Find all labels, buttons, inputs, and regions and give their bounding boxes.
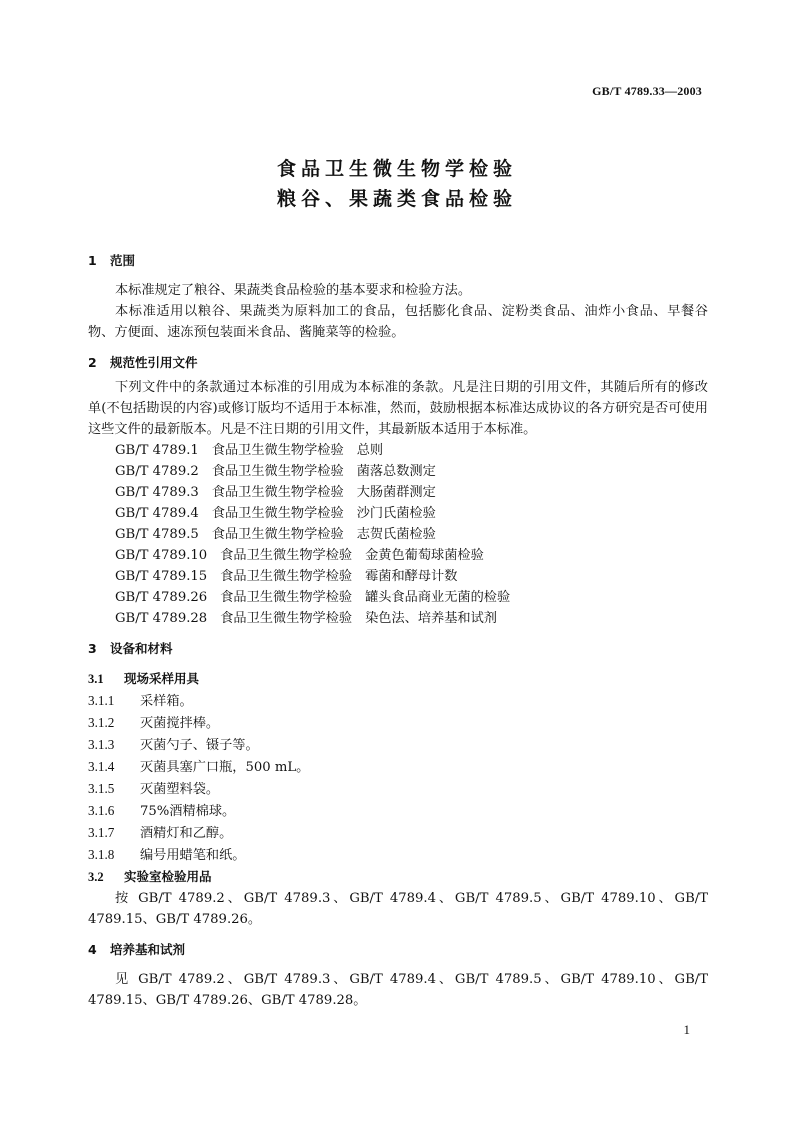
item-number: 3.1.5 xyxy=(88,781,115,796)
section-title: 培养基和试剂 xyxy=(110,942,186,957)
reference-topic: 总则 xyxy=(356,443,384,458)
reference-code: GB/T 4789.28 xyxy=(115,611,208,626)
item-text: 灭菌搅拌棒。 xyxy=(140,716,220,731)
section-heading-equipment-materials xyxy=(88,638,708,659)
subsection-number: 3.2 xyxy=(88,870,104,884)
reference-topic: 沙门氏菌检验 xyxy=(356,506,436,521)
reference-topic: 菌落总数测定 xyxy=(356,464,436,479)
subsection-number: 3.1 xyxy=(88,672,104,686)
item-number: 3.1.1 xyxy=(88,693,115,708)
sampling-item xyxy=(88,844,708,866)
item-number: 3.1.3 xyxy=(88,737,115,752)
reference-item xyxy=(88,440,708,461)
reference-item xyxy=(88,461,708,482)
reference-list xyxy=(88,440,708,629)
document-title-line-1: 食品卫生微生物学检验 xyxy=(276,158,517,180)
reference-item xyxy=(88,545,708,566)
section-heading-scope xyxy=(88,250,708,271)
item-text: 酒精灯和乙醇。 xyxy=(140,826,233,841)
page-number: 1 xyxy=(683,1022,690,1037)
sampling-item xyxy=(88,778,708,800)
reference-name: 食品卫生微生物学检验 xyxy=(220,569,353,584)
reference-name: 食品卫生微生物学检验 xyxy=(211,506,344,521)
document-body xyxy=(88,250,708,1011)
reference-item xyxy=(88,608,708,629)
section-number: 1 xyxy=(88,253,97,268)
subsection-title: 实验室检验用品 xyxy=(124,869,212,884)
reference-topic: 金黄色葡萄球菌检验 xyxy=(365,548,484,563)
section-number: 4 xyxy=(88,942,97,957)
item-text: 采样箱。 xyxy=(140,694,193,709)
reference-code: GB/T 4789.4 xyxy=(115,506,199,521)
lab-supplies-paragraph: 按 GB/T 4789.2、GB/T 4789.3、GB/T 4789.4、GB/T 4789.5、GB/T 4789.10、GB/T 4789.15、GB/T 4789.26。 xyxy=(88,891,708,927)
section-title: 范围 xyxy=(110,253,136,268)
sampling-item xyxy=(88,756,708,778)
item-text: 灭菌具塞广口瓶，500 mL。 xyxy=(140,760,310,775)
reference-name: 食品卫生微生物学检验 xyxy=(220,611,353,626)
reference-code: GB/T 4789.10 xyxy=(115,548,208,563)
reference-item xyxy=(88,587,708,608)
reference-name: 食品卫生微生物学检验 xyxy=(211,485,344,500)
item-number: 3.1.7 xyxy=(88,825,115,840)
reference-topic: 罐头食品商业无菌的检验 xyxy=(365,590,511,605)
reference-name: 食品卫生微生物学检验 xyxy=(220,548,353,563)
item-text: 灭菌塑料袋。 xyxy=(140,782,220,797)
item-number: 3.1.8 xyxy=(88,847,115,862)
reference-code: GB/T 4789.3 xyxy=(115,485,199,500)
section-title: 设备和材料 xyxy=(110,641,173,656)
reference-topic: 染色法、培养基和试剂 xyxy=(365,611,497,626)
standard-number: GB/T 4789.33—2003 xyxy=(592,84,702,98)
scope-paragraph-1: 本标准规定了粮谷、果蔬类食品检验的基本要求和检验方法。 xyxy=(115,283,472,298)
reference-code: GB/T 4789.26 xyxy=(115,590,208,605)
item-number: 3.1.4 xyxy=(88,759,115,774)
sampling-item xyxy=(88,822,708,844)
item-text: 灭菌勺子、镊子等。 xyxy=(140,738,259,753)
reference-name: 食品卫生微生物学检验 xyxy=(220,590,353,605)
subsection-heading-lab-supplies xyxy=(88,866,708,888)
reference-name: 食品卫生微生物学检验 xyxy=(211,443,344,458)
reference-item xyxy=(88,524,708,545)
sampling-item xyxy=(88,712,708,734)
sampling-item xyxy=(88,690,708,712)
reference-topic: 霉菌和酵母计数 xyxy=(365,569,458,584)
reference-code: GB/T 4789.5 xyxy=(115,527,199,542)
reference-code: GB/T 4789.15 xyxy=(115,569,208,584)
item-text: 75%酒精棉球。 xyxy=(140,804,236,819)
sampling-item xyxy=(88,800,708,822)
reference-item xyxy=(88,503,708,524)
section-title: 规范性引用文件 xyxy=(110,355,198,370)
subsection-heading-sampling-tools xyxy=(88,668,708,690)
item-number: 3.1.6 xyxy=(88,803,115,818)
media-reagents-paragraph: 见 GB/T 4789.2、GB/T 4789.3、GB/T 4789.4、GB/T 4789.5、GB/T 4789.10、GB/T 4789.15、GB/T 4789.26、GB/T 4789.28。 xyxy=(88,972,708,1008)
reference-code: GB/T 4789.1 xyxy=(115,443,199,458)
reference-item xyxy=(88,482,708,503)
section-heading-normative-references xyxy=(88,352,708,373)
sampling-item xyxy=(88,734,708,756)
reference-topic: 大肠菌群测定 xyxy=(356,485,436,500)
scope-paragraph-2: 本标准适用以粮谷、果蔬类为原料加工的食品，包括膨化食品、淀粉类食品、油炸小食品、早餐谷物、方便面、速冻预包装面米食品、酱腌菜等的检验。 xyxy=(88,304,708,340)
reference-code: GB/T 4789.2 xyxy=(115,464,199,479)
reference-name: 食品卫生微生物学检验 xyxy=(211,464,344,479)
document-title-line-2: 粮谷、果蔬类食品检验 xyxy=(276,188,517,210)
item-text: 编号用蜡笔和纸。 xyxy=(140,848,246,863)
reference-item xyxy=(88,566,708,587)
section-number: 2 xyxy=(88,355,97,370)
references-intro-paragraph: 下列文件中的条款通过本标准的引用成为本标准的条款。凡是注日期的引用文件，其随后所有的修改单(不包括勘误的内容)或修订版均不适用于本标准，然而，鼓励根据本标准达成协议的各方研究是否可使用这些文件的最新版本。凡是不注日期的引用文件，其最新版本适用于本标准。 xyxy=(88,380,708,437)
section-number: 3 xyxy=(88,641,97,656)
item-number: 3.1.2 xyxy=(88,715,115,730)
reference-topic: 志贺氏菌检验 xyxy=(356,527,436,542)
subsection-title: 现场采样用具 xyxy=(124,671,200,686)
reference-name: 食品卫生微生物学检验 xyxy=(211,527,344,542)
section-heading-media-reagents xyxy=(88,939,708,960)
